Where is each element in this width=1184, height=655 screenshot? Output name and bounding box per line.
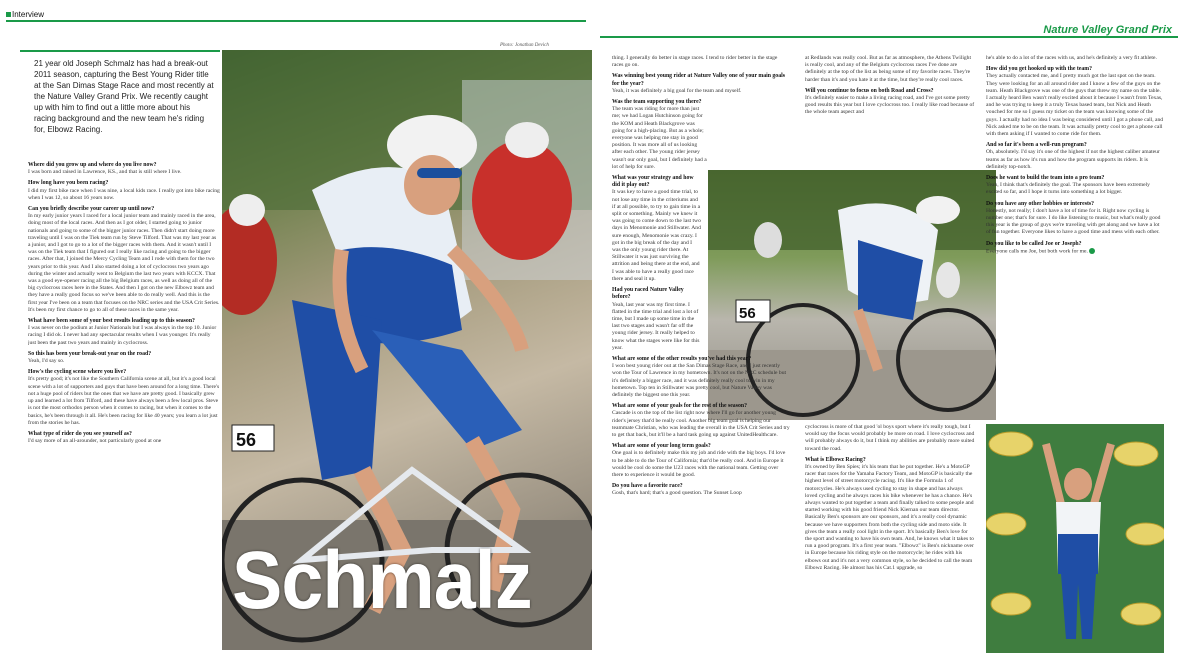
qa-block: What is Elbowz Racing? It's owned by Ben Spies; it's his team that he put together. He's a MotoGP racer that races for the Yamaha Factory Team, and MotoGP is basically the highest level of street motorcycle racing. It's like the Formula 1 of motorcycles. He's always used cycling to stay in shape and has always loved cycling and he always races his bike whenever he has a chance. He's always wanted to put together a team and finally talked to some people and started working with his good friend Nick Kiernan our team director. Basically Ben's sponsors are our sponsors, and it's a really cool dynamic because we have supporters from both the cycling side and moto side. It gives the team a really cool light in the sport. It's basically Ben's love for the sport and wanting to have his own team. And, he knows what it takes to run a good program. It's a first year team. "Elbowz" is Ben's nickname over in Europe because his riding style on the motorcycle; he rides with his elbows out and it's not a very common style, so he decided to call the team Elbowz Racing. He almost has his Cat.1 upgrade, so	[805, 456, 974, 571]
header-magazine-title: Nature Valley Grand Prix	[1043, 24, 1172, 36]
qa-block: So this has been your break-out year on the road? Yeah, I'd say so.	[28, 350, 152, 365]
qa-block: Do you like to be called Joe or Joseph? Everyone calls me Joe, but both work for me.	[986, 241, 1164, 256]
header-rule-left	[6, 20, 586, 22]
qa-block: Where did you grow up and where do you live now? I was born and raised in Lawrence, KS., and that is still where I live.	[28, 162, 182, 176]
article-column-3-top	[805, 55, 975, 175]
qa-block: Had you raced Nature Valley before? Yeah, last year was my first time. I flatted in the time trial and lost a lot of time, but I made up some time in the last two stages and wasn't far off the young rider jersey. It really helped to know what the stages were like for this year.	[612, 287, 700, 351]
qa-block: Was the team supporting you there? The team was riding for more than just me; we had Logan Hutchinson going for the KOM and Heath Blackgrove was going for a high-placing. But as a whole; everyone was helping me stay in good position. It was more all of us looking after each other. The young rider jersey wasn't our only goal, but I definitely had a lot of help for sure.	[612, 99, 707, 170]
article-column-1	[28, 158, 220, 653]
qa-block: Does he want to build the team into a pro team? Yeah, I think that's definitely the goal. The sponsors have been extremely excited so far, and I hope it turns into something a lot bigger.	[986, 175, 1150, 196]
qa-block: thing. I generally do better in stage races. I tend to rider better in the stage races go on.	[612, 55, 778, 69]
article-column-3-bottom	[805, 424, 975, 653]
article-column-2	[612, 55, 790, 653]
qa-block: How's the cycling scene where you live? It's pretty good; it's not like the Southern California scene at all, but it's a good local scene with a lot of supporters and guys that have been around for a long time. There's not a huge pool of riders but the ones that we have are pretty good. I basically grew up and learned a lot from Tilford, and these have always been a few local pros. Steve is not the most orthodox person when it comes to racing, but when it comes to the basics, he's been through it all. He's been racing for like 40 years; you learn a lot just from the stories he has.	[28, 369, 220, 426]
intro-box	[20, 50, 220, 158]
qa-block: cyclocross is more of that good 'ol boys sport where it's really tough, but I would say the focus would probably be more on road. I love cyclocross and will probably always do it, but I think my abilities are probably more suited toward the road.	[805, 424, 975, 452]
qa-block: he's able to do a lot of the races with us, and he's definitely a very fit athlete.	[986, 55, 1157, 61]
svg-text:56: 56	[739, 305, 756, 322]
qa-block: at Redlands was really cool. But as far as atmosphere, the Athens Twilight is really cool, and any of the Belgium cyclocross races I've done are definitely at the top of the list as being some of my favorite races. They're harder than it's and you hate it at the time, but they're really cool races.	[805, 55, 972, 83]
qa-block: What have been some of your best results leading up to this season? I was never on the podium at Junior Nationals but I was always in the top 10. Junior racing I did ok. I never had any spectacular results when I was younger. It's really just been the past two years and mainly in cyclocross.	[28, 318, 217, 346]
qa-block: Do you have any other hobbies or interests? Honestly, not really; I don't have a lot of time for it. Right now cycling is number one; that's for sure. I do like listening to music, but what's really good this year is the group of guys we're traveling with get along and we have a lot of fun together. Everyone likes to have a good time and mess with each other.	[986, 200, 1161, 236]
intro-text: 21 year old Joseph Schmalz has had a break-out 2011 season, capturing the Best Young Rider title at the San Dimas Stage Race and most recently at the Nature Valley Grand Prix. We recently caught up with him to find out a little more about his racing background and the new team he's riding for, Elbowz Racing.	[34, 59, 214, 134]
end-mark-icon	[1089, 248, 1095, 254]
qa-block: What was your strategy and how did it play out? It was key to have a good time trial, to not lose any time in the criteriums and if at all possible, to try to gain time in a split or something. Mainly we knew it was going to come down to the last two days in Menomonie and Stillwater. And sure enough, Menomonie was crazy. I got in the big break of the day and I was the only young rider there. At Stillwater it was just surviving the attrition and being there at the end, and I was able to have a really good race there and seal it up.	[612, 175, 701, 282]
qa-block: What are some of your goals for the rest of the season? Cascade is on the top of the list right now where I'll go for another young rider's jersey that'd be really cool. Another big team goal is helping our teammate Christian, who was leading the overall in the USA Crit Series and try to get that back, but it'll be a hard task going up against UnitedHealthcare.	[612, 403, 790, 438]
photo-credit: Photo: Jonathan Devich	[500, 43, 549, 48]
qa-block: Was winning best young rider at Nature Valley one of your main goals for the year? Yeah, it was definitely a big goal for the team and myself.	[612, 73, 785, 94]
podium-illustration	[986, 424, 1164, 653]
qa-block: Will you continue to focus on both Road and Cross? It's definitely easier to make a living racing road, and I've got some pretty good results this year but I love cyclocross too. I really like road because of the whole team aspect and	[805, 87, 975, 116]
qa-block: Do you have a favorite race? Gosh, that's hard; that's a good question. The Sunset Loop	[612, 483, 742, 497]
header-rule-right	[600, 36, 1178, 38]
qa-block: What are some of your long term goals? One goal is to definitely make this my job and ride with the big boys. I'd love to be able to do the Tour of California; that'd be really cool. And in Europe it would be cool do some the U23 races with the national team. Getting over there to experience it would be good.	[612, 443, 786, 478]
podium-photo	[986, 424, 1164, 653]
qa-block: What type of rider do you see yourself as? I'd say more of an all-arounder, not particularly good at one	[28, 430, 162, 445]
qa-block: How did you get hooked up with the team? They actually contacted me, and I pretty much got the last spot on the team. They were looking for an all around rider and I know a few of the guys on the team. Heath Blackgrove was one of the guys that threw my name on the table. I actually heard Ben wasn't really excited about it because I wasn't from Texas, and he was trying to keep it a truly Texas based team, but Nick and Heath vouched for me so I guess my ticket on the team was knowing some of the guys. I actually had no idea I was being considered until I got a phone call, and Nick asked me to be on the team. It was actually pretty cool to get a phone call with them asking if I wanted to come ride for them.	[986, 66, 1164, 138]
header-square-left	[6, 12, 11, 17]
qa-block: How long have you been racing? I did my first bike race when I was nine, a local kids race. I really got into bike racing when I was 12, so about 16 years now.	[28, 180, 220, 201]
qa-block: And so far it's been a well-run program? Oh, absolutely. I'd say it's one of the highest if not the highest caliber amateur teams as far as how it's run and how the program supports its riders. It is definitely top-notch.	[986, 142, 1160, 170]
qa-block: What are some of the other results you've had this year? I won best young rider out at the San Dimas Stage Race, and I just recently won the Tour of Lawrence in my hometown. It's not on the NRC schedule but it's definitely a bigger race, and it was definitely really cool to win in my hometown. Top ten in Stillwater was pretty cool, but Nature Valley was definitely the biggest one this year.	[612, 355, 787, 398]
headline: Schmalz	[232, 535, 532, 626]
article-column-4	[986, 55, 1164, 415]
svg-text:56: 56	[236, 430, 257, 450]
qa-block: Can you briefly describe your career up until now? In my early junior years I raced for a local junior team and mainly raced in the area, doing most of the local races. And then as I got older, I started going to junior nationals and going to some of the bigger junior races. Then didn't start doing more traveling until I was on the Tiek team run by Steve Tilford. That was my last year as a junior, and I got to go to a lot of the bigger races with them. And it wasn't until I was on the Tiek team that I figured out I really like racing and going to the bigger races. After that, I joined the Mercy Cycling Team and I rode with them for the two years prior to this year. And I also started doing a lot of cyclocross two years ago during the winter and actually went to Belgium the last two years with KCCX. That was a good eye-opener racing all the big Belgium races, as well as doing all of the big cyclocross races here in the States. And then I got on the new Elbowz team and they have a really good focus so we've been able to do really well. And this is the first year I've been on a team that focuses on the NRC series and the USA Crit Series. It's been my first chance to go to all of these races in the same year.	[28, 206, 220, 313]
header-section-label: Interview	[12, 10, 45, 19]
